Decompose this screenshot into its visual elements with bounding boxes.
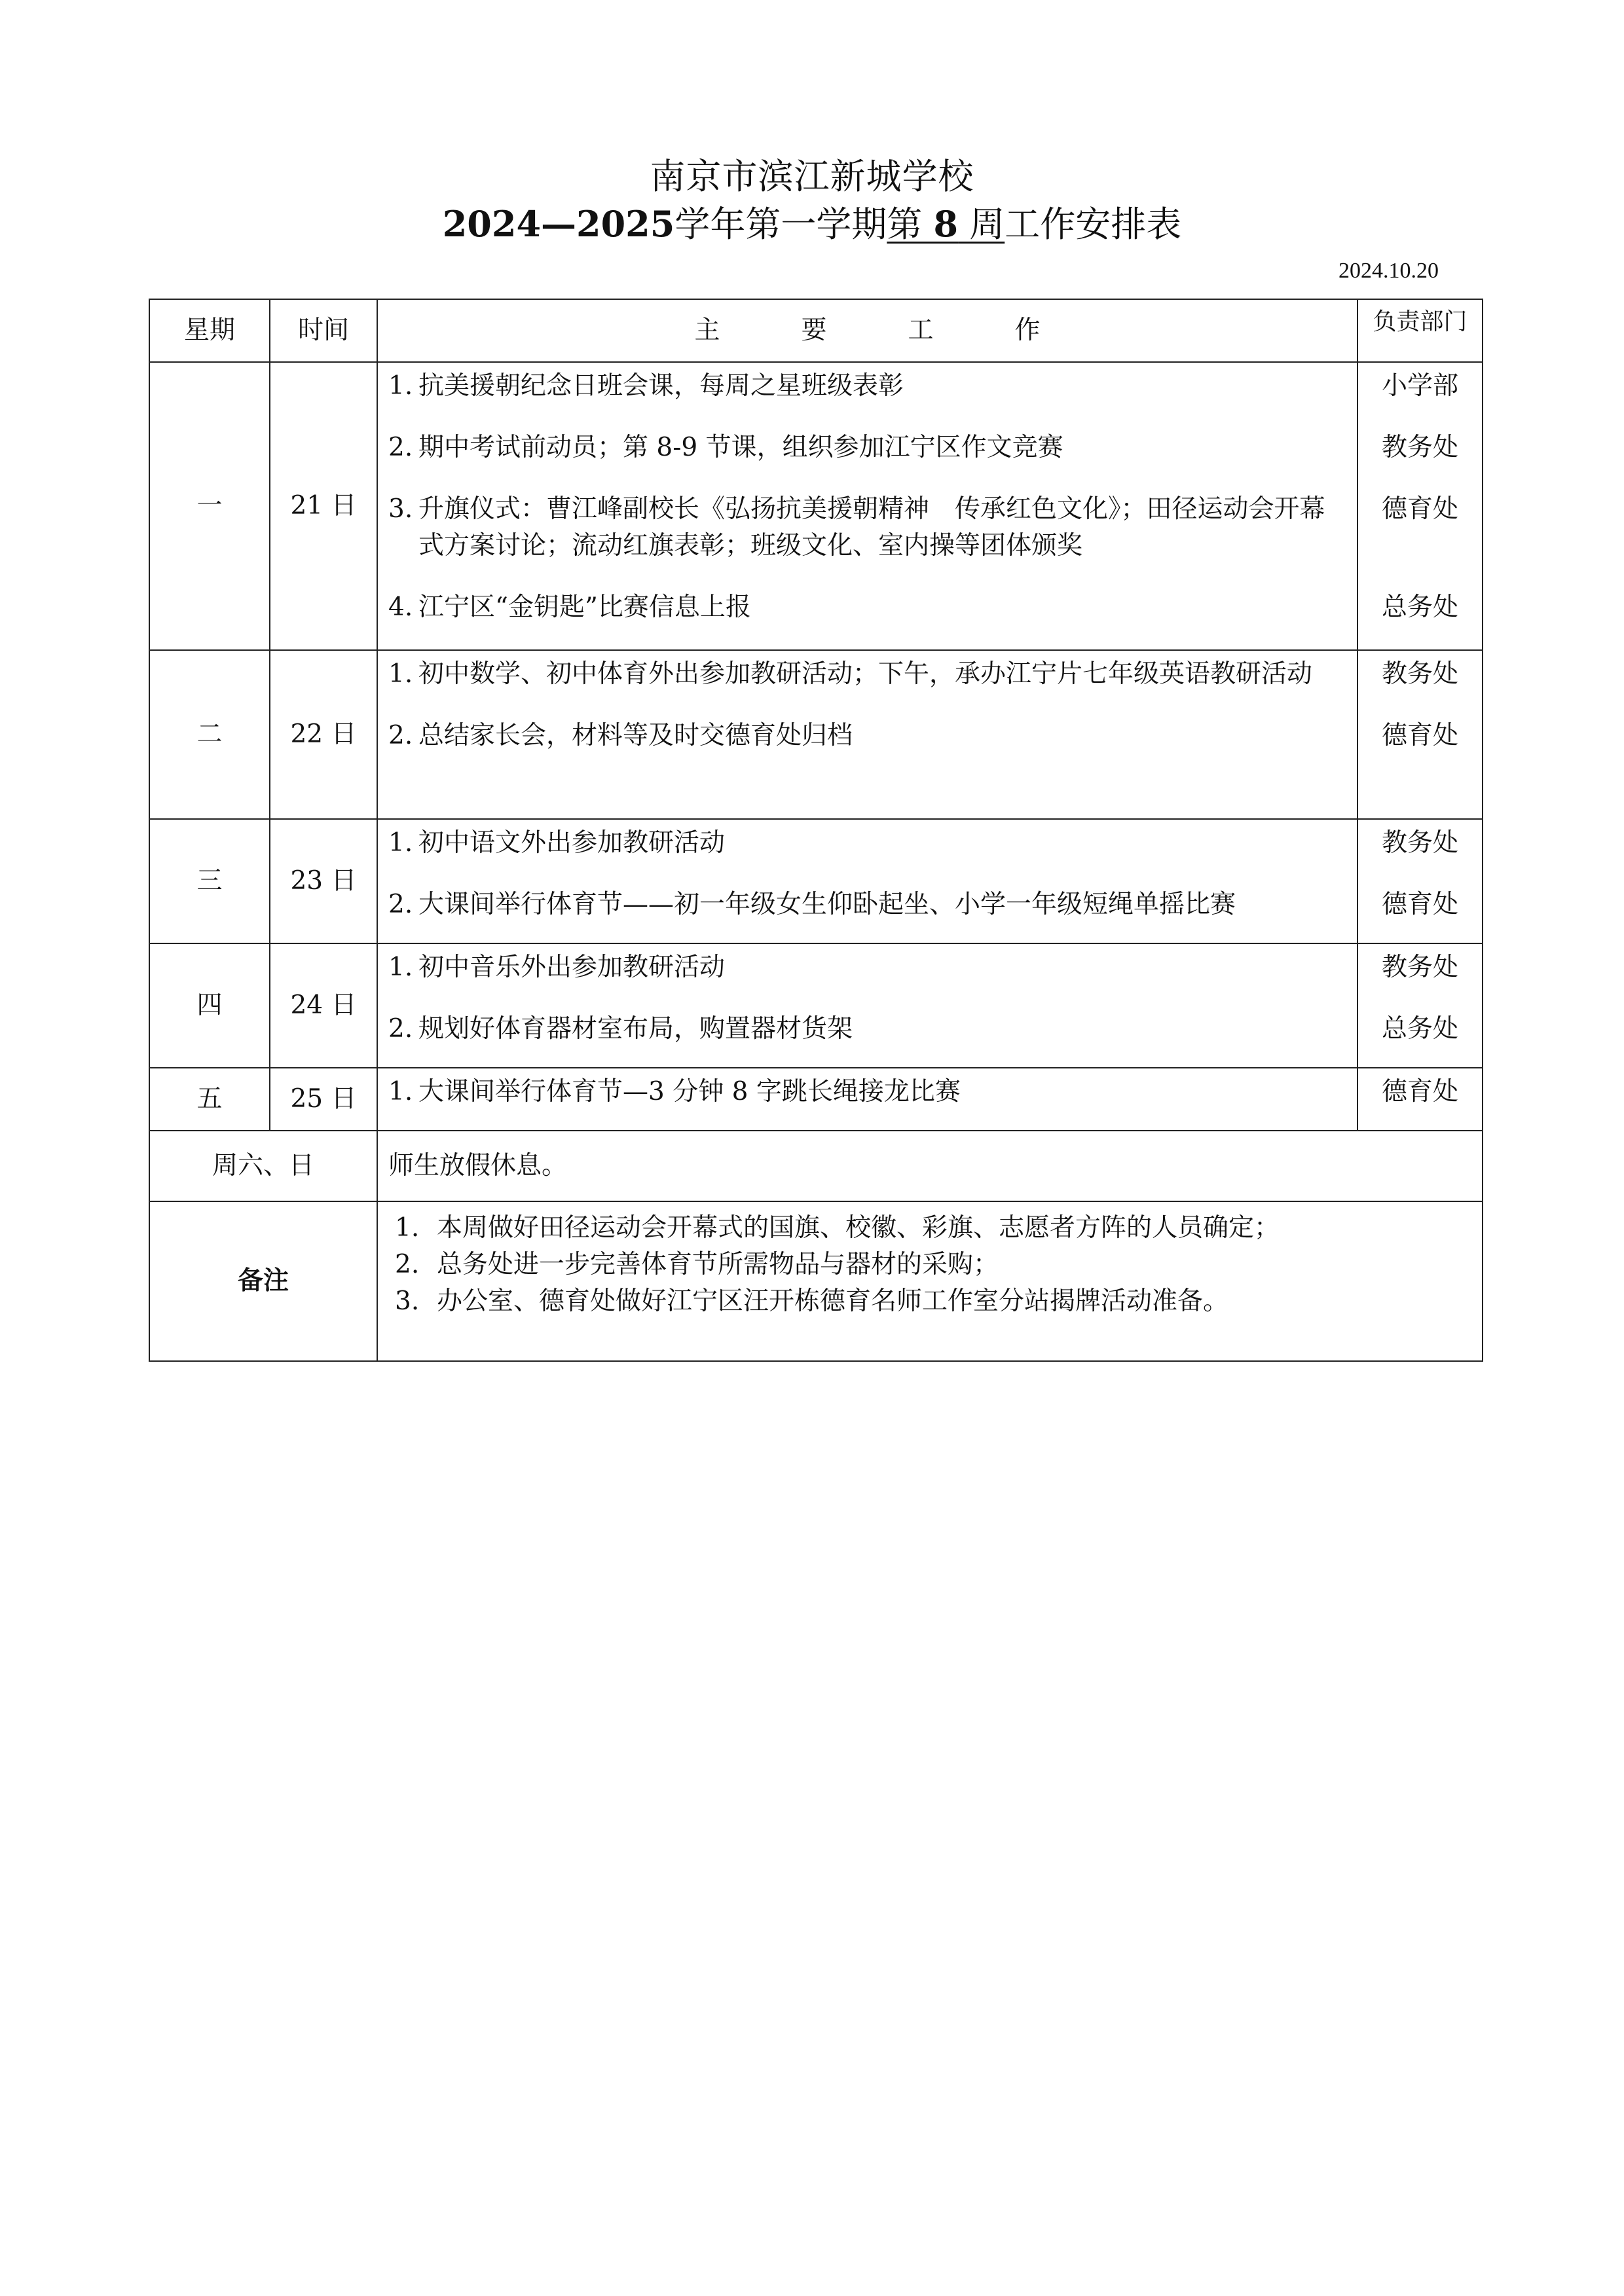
- work-item-text: 总结家长会，材料等及时交德育处归档: [418, 721, 853, 750]
- work-item-text: 大课间举行体育节——初一年级女生仰卧起坐、小学一年级短绳单摇比赛: [418, 890, 1236, 919]
- date-cell: 22 日: [270, 650, 377, 819]
- work-item-text: 初中数学、初中体育外出参加教研活动；下午，承办江宁片七年级英语教研活动: [418, 659, 1313, 689]
- work-item: [388, 825, 1348, 862]
- dept-label: 总务处: [1381, 592, 1458, 622]
- note-item: [388, 1210, 1471, 1247]
- work-item: [388, 368, 1348, 405]
- week-number: 8: [933, 203, 959, 245]
- schedule-table: [149, 299, 1483, 1362]
- date-cell: 24 日: [270, 943, 377, 1068]
- work-items-cell: [377, 819, 1357, 943]
- work-items-cell: [377, 943, 1357, 1068]
- work-item: [388, 656, 1348, 693]
- work-item-number: 1.: [388, 953, 413, 982]
- dept-label: 小学部: [1381, 371, 1458, 401]
- work-item-number: 4.: [388, 592, 413, 622]
- table-row: [149, 1068, 1483, 1131]
- weekend-label: 周六、日: [149, 1131, 377, 1201]
- note-text: 本周做好田径运动会开幕式的国旗、校徽、彩旗、志愿者方阵的人员确定；: [437, 1213, 1280, 1243]
- term-label: 学年第一学期: [674, 204, 887, 245]
- work-item-number: 1.: [388, 1077, 413, 1106]
- note-number: 3.: [395, 1286, 420, 1316]
- dept-label: 教务处: [1381, 659, 1458, 689]
- dept-cell: [1357, 943, 1483, 1068]
- table-header-row: [149, 299, 1483, 362]
- work-item-number: 1.: [388, 659, 413, 689]
- dept-label: 教务处: [1381, 953, 1458, 982]
- column-header-dept: 负责部门: [1357, 299, 1483, 362]
- note-item: [388, 1283, 1471, 1320]
- note-number: 2.: [395, 1250, 420, 1279]
- school-year: 2024—2025: [442, 203, 675, 245]
- weekday-cell: 二: [149, 650, 270, 819]
- work-item-text: 初中语文外出参加教研活动: [418, 828, 726, 858]
- work-item: [388, 589, 1348, 626]
- date-cell: 21 日: [270, 362, 377, 650]
- weekday-cell: 五: [149, 1068, 270, 1131]
- work-items-cell: [377, 650, 1357, 819]
- work-item: [388, 491, 1348, 564]
- work-items-cell: [377, 362, 1357, 650]
- work-item-text: 升旗仪式：曹江峰副校长《弘扬抗美援朝精神 传承红色文化》；田径运动会开幕式方案讨论；流动红旗表彰；班级文化、室内操等团体颁奖: [418, 494, 1325, 560]
- dept-cell: [1357, 1068, 1483, 1131]
- dept-label: 总务处: [1381, 1014, 1458, 1044]
- work-item: [388, 1074, 1348, 1110]
- dept-label: 教务处: [1381, 433, 1458, 462]
- notes-row: [149, 1201, 1483, 1361]
- weekday-cell: 三: [149, 819, 270, 943]
- column-header-weekday: 星期: [149, 299, 270, 362]
- note-number: 1.: [395, 1213, 420, 1243]
- work-item-text: 期中考试前动员；第 8-9 节课，组织参加江宁区作文竞赛: [418, 433, 1063, 462]
- work-item: [388, 949, 1348, 986]
- work-item-number: 2.: [388, 433, 413, 462]
- work-item-number: 2.: [388, 890, 413, 919]
- dept-label: 德育处: [1381, 494, 1458, 524]
- table-row: [149, 819, 1483, 943]
- work-item-text: 初中音乐外出参加教研活动: [418, 953, 726, 982]
- note-text: 总务处进一步完善体育节所需物品与器材的采购；: [437, 1250, 999, 1279]
- work-item-text: 规划好体育器材室布局，购置器材货架: [418, 1014, 853, 1044]
- notes-label: 备注: [149, 1201, 377, 1361]
- weekend-text: 师生放假休息。: [377, 1131, 1483, 1201]
- work-item-number: 1.: [388, 828, 413, 858]
- doc-title-text: 工作安排表: [1005, 204, 1182, 245]
- table-row: [149, 943, 1483, 1068]
- dept-cell: [1357, 362, 1483, 650]
- work-item-text: 抗美援朝纪念日班会课，每周之星班级表彰: [418, 371, 904, 401]
- date-cell: 25 日: [270, 1068, 377, 1131]
- column-header-time: 时间: [270, 299, 377, 362]
- work-item-number: 2.: [388, 721, 413, 750]
- table-row: [149, 362, 1483, 650]
- work-item: [388, 429, 1348, 466]
- column-header-work: 主 要 工 作: [377, 299, 1357, 362]
- notes-list: [377, 1201, 1483, 1361]
- dept-label: 德育处: [1381, 721, 1458, 750]
- school-name: 南京市滨江新城学校: [650, 156, 974, 197]
- dept-cell: [1357, 819, 1483, 943]
- week-label: 第 8 周: [887, 203, 1005, 245]
- document-date: 2024.10.20: [1338, 259, 1439, 283]
- dept-label: 德育处: [1381, 1077, 1458, 1106]
- work-items-cell: [377, 1068, 1357, 1131]
- date-cell: 23 日: [270, 819, 377, 943]
- work-item-number: 1.: [388, 371, 413, 401]
- weekday-cell: 四: [149, 943, 270, 1068]
- work-item: [388, 886, 1348, 923]
- note-item: [388, 1247, 1471, 1283]
- work-item-text: 江宁区“金钥匙”比赛信息上报: [418, 592, 751, 622]
- weekday-cell: 一: [149, 362, 270, 650]
- dept-cell: [1357, 650, 1483, 819]
- table-row: [149, 650, 1483, 819]
- work-item-text: 大课间举行体育节—3 分钟 8 字跳长绳接龙比赛: [418, 1077, 961, 1106]
- note-text: 办公室、德育处做好江宁区汪开栋德育名师工作室分站揭牌活动准备。: [437, 1286, 1229, 1316]
- work-item-number: 2.: [388, 1014, 413, 1044]
- dept-label: 德育处: [1381, 890, 1458, 919]
- work-item-number: 3.: [388, 494, 413, 524]
- work-item: [388, 718, 1348, 754]
- work-item: [388, 1011, 1348, 1048]
- dept-label: 教务处: [1381, 828, 1458, 858]
- document-title: [0, 202, 1624, 247]
- weekend-row: [149, 1131, 1483, 1201]
